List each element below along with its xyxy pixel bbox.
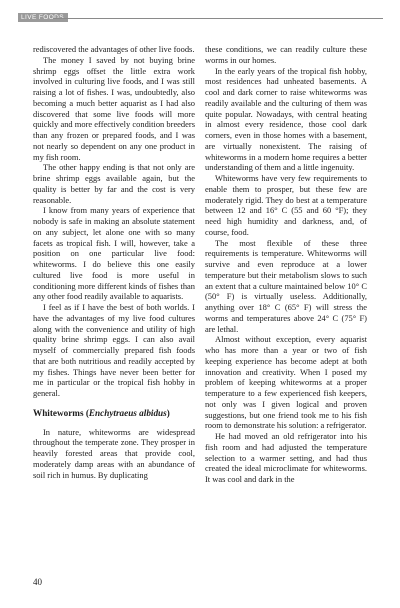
paragraph: I know from many years of experience that nobody is safe in making an absolute statement on any subject, let alone one with so many facets as tropical fish. I will, however, take a position on one particular live food: whiteworms. I do believe this one easily cultured live food is more useful in conditioning more different kinds of fishes than any other food readily available to aquarists.	[33, 205, 195, 302]
paragraph: The other happy ending is that not only are brine shrimp eggs available again, but the quality is better by far and the cost is very reasonable.	[33, 162, 195, 205]
paragraph: rediscovered the advantages of other live foods.	[33, 44, 195, 54]
paragraph: In the early years of the tropical fish hobby, most residences had unheated basements. A cool and dark corner to raise whiteworms was readily available and the culturing of them was quite popular. Nowadays, with central heating in almost every residence, those cool dark corners, even in those homes with a basement, are virtually nonexistent. The raising of whiteworms in a modern home requires a better understanding of them and a little ingenuity.	[205, 65, 367, 173]
paragraph: The most flexible of these three requirements is temperature. Whiteworms will survive and even reproduce at a lower temperature but their metabolism slows to such an extent that a culture maintained below 10° C (50° F) is virtually useless. Additionally, anything over 18° C (65° F) will stress the worms and temperatures above 24° C (75° F) are lethal.	[205, 237, 367, 334]
paragraph: these conditions, we can readily culture these worms in our homes.	[205, 44, 367, 65]
paragraph: In nature, whiteworms are widespread throughout the temperate zone. They prosper in heavily forested areas that provide cool, moderately damp areas with an abundance of soil rich in humus. By duplicating	[33, 426, 195, 480]
paragraph: Almost without exception, every aquarist who has more than a year or two of fish keeping experience has become adept at both innovation and creativity. When I posed my problem of keeping whiteworms at a proper temperature to a few experienced fish keepers, not only was I given logical and proven suggestions, but one friend took me to his fish room to demonstrate his solution: a refrigerator.	[205, 334, 367, 431]
running-head: LIVE FOODS	[18, 13, 68, 22]
section-heading-name: Whiteworms	[33, 407, 84, 418]
paragraph: Whiteworms have very few requirements to enable them to prosper, but these few are moderately rigid. They do best at a temperature between 12 and 16° C (55 and 60 °F); they need high humidity and darkness, and, of course, food.	[205, 173, 367, 237]
page-number: 40	[33, 577, 42, 587]
paragraph: I feel as if I have the best of both worlds. I have the advantages of my live food cultures along with the convenience and utility of high quality brine shrimp eggs. I can also avail myself of commercially prepared fish foods that are both nutritious and readily accepted by my fishes. Things have never been better for me in particular or the tropical fish hobby in general.	[33, 302, 195, 398]
paragraph: He had moved an old refrigerator into his fish room and had adjusted the temperature selection to a warmer setting, and had thus created the ideal microclimate for whiteworms. It was cool and dark in the	[205, 431, 367, 484]
section-heading: Whiteworms (Enchytraeus albidus)	[33, 407, 170, 418]
header-rule	[53, 18, 383, 19]
left-column	[33, 44, 195, 480]
right-column	[205, 44, 367, 485]
paragraph: The money I saved by not buying brine shrimp eggs offset the little extra work involved in culturing live foods, and I was still raising a lot of fishes. I was, undoubtedly, also becoming a much better aquarist as I had also discovered that some live foods will more quickly and more effectively condition breeders than any frozen or prepared foods, and I was not nearly so dependent on any one product in my fish room.	[33, 54, 195, 162]
section-heading-latin: Enchytraeus albidus	[88, 407, 167, 418]
